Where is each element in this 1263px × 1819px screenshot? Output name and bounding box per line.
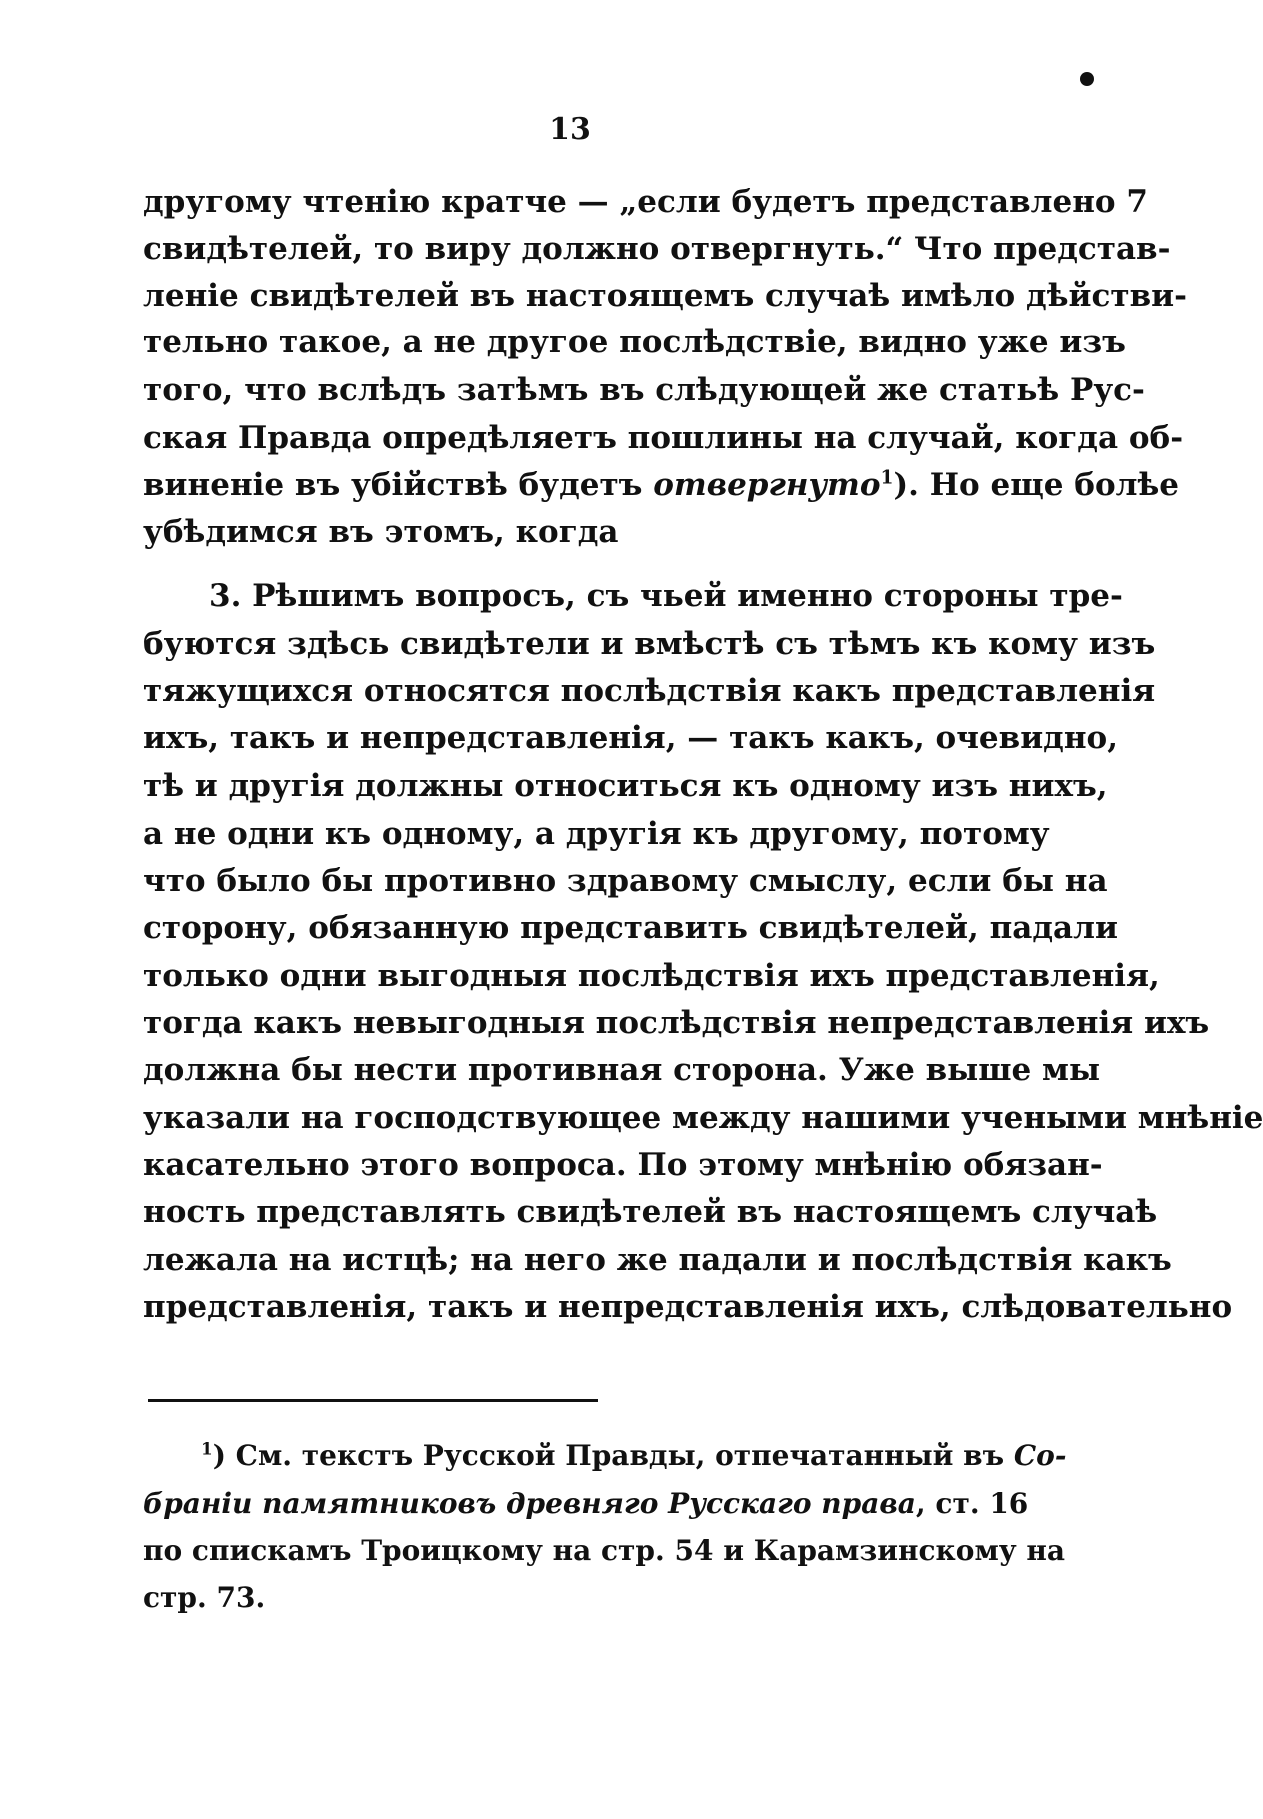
footnote-italic-text: браніи памятниковъ древняго Русскаго права — [143, 1487, 916, 1520]
body-italic-text: отвергнуто — [653, 467, 881, 503]
footnote-line — [143, 1575, 998, 1621]
footnote-line — [143, 1481, 1029, 1527]
body-line — [143, 620, 1156, 668]
body-line — [143, 366, 1145, 414]
body-line — [143, 1094, 1263, 1142]
body-text: ихъ, такъ и непредставленія, — такъ какъ, очевидно, — [143, 720, 1119, 756]
body-line — [143, 1141, 1103, 1189]
body-text: тогда какъ невыгодныя послѣдствія непредставленія ихъ — [143, 1005, 1210, 1041]
body-text: только одни выгодныя послѣдствія ихъ представленія, — [143, 958, 1160, 994]
body-text: касательно этого вопроса. По этому мнѣнію обязан- — [143, 1147, 1103, 1183]
ink-speck — [1080, 72, 1094, 86]
body-text: тельно такое, а не другое послѣдствіе, видно уже изъ — [143, 324, 1126, 360]
footnote-text: , ст. 16 — [915, 1487, 1029, 1520]
body-text: того, что вслѣдъ затѣмъ въ слѣдующей же статьѣ Рус- — [143, 372, 1145, 408]
body-line — [143, 1046, 1101, 1094]
body-text: свидѣтелей, то виру должно отвергнуть.“ Что представ- — [143, 231, 1171, 267]
body-text: ность представлять свидѣтелей въ настоящемъ случаѣ — [143, 1194, 1158, 1230]
footnote-text: ) См. текстъ Русской Правды, отпечатанный въ — [212, 1439, 1014, 1472]
body-text: другому чтенію кратче — „если будетъ представлено 7 — [143, 184, 1148, 220]
footnote-line — [143, 1528, 1066, 1574]
body-line — [143, 762, 1108, 810]
body-text: тяжущихся относятся послѣдствія какъ представленія — [143, 673, 1156, 709]
body-line — [143, 904, 1118, 952]
body-text: что было бы противно здравому смыслу, если бы на — [143, 863, 1108, 899]
body-text: ская Правда опредѣляетъ пошлины на случай, когда об- — [143, 420, 1184, 456]
body-text: должна бы нести противная сторона. Уже выше мы — [143, 1052, 1101, 1088]
body-line — [143, 272, 1187, 320]
body-line — [143, 1236, 1172, 1284]
footnote-separator — [148, 1399, 598, 1402]
footnote-text: стр. 73. — [143, 1581, 266, 1614]
body-text: сторону, обязанную представить свидѣтелей, падали — [143, 910, 1118, 946]
body-line — [143, 714, 1119, 762]
footnote-italic-text: Со- — [1013, 1439, 1067, 1472]
body-text: ). Но еще болѣе — [893, 467, 1180, 503]
body-line — [143, 857, 1108, 905]
body-line — [143, 461, 1180, 509]
body-text: 3. Рѣшимъ вопросъ, съ чьей именно стороны тре- — [209, 578, 1123, 614]
body-text: леніе свидѣтелей въ настоящемъ случаѣ имѣло дѣйстви- — [143, 278, 1187, 314]
body-line — [143, 810, 1050, 858]
body-line — [143, 225, 1171, 273]
body-text: тѣ и другія должны относиться къ одному изъ нихъ, — [143, 768, 1108, 804]
body-line — [143, 318, 1126, 366]
body-text: представленія, такъ и непредставленія ихъ, слѣдовательно — [143, 1289, 1233, 1325]
body-line — [143, 1188, 1158, 1236]
body-line — [143, 508, 998, 556]
footnote-footnote-marker: 1 — [201, 1438, 213, 1459]
body-footnote-marker: 1 — [880, 467, 894, 489]
body-line — [143, 667, 1156, 715]
footnote-text: по спискамъ Троицкому на стр. 54 и Карамзинскому на — [143, 1534, 1066, 1567]
body-line — [143, 1283, 1233, 1331]
body-text: лежала на истцѣ; на него же падали и послѣдствія какъ — [143, 1242, 1172, 1278]
body-text: убѣдимся въ этомъ, когда — [143, 514, 619, 550]
body-line — [143, 178, 1148, 226]
body-line — [209, 572, 1123, 620]
body-text: виненіе въ убійствѣ будетъ — [143, 467, 654, 503]
footnote-line — [201, 1433, 1067, 1479]
body-line — [143, 414, 1184, 462]
page-number: 13 — [549, 112, 591, 147]
body-text: а не одни къ одному, а другія къ другому, потому — [143, 816, 1050, 852]
body-text: указали на господствующее между нашими учеными мнѣніе — [143, 1100, 1263, 1136]
body-line — [143, 952, 1160, 1000]
body-line — [143, 999, 1210, 1047]
body-text: буются здѣсь свидѣтели и вмѣстѣ съ тѣмъ къ кому изъ — [143, 626, 1156, 662]
